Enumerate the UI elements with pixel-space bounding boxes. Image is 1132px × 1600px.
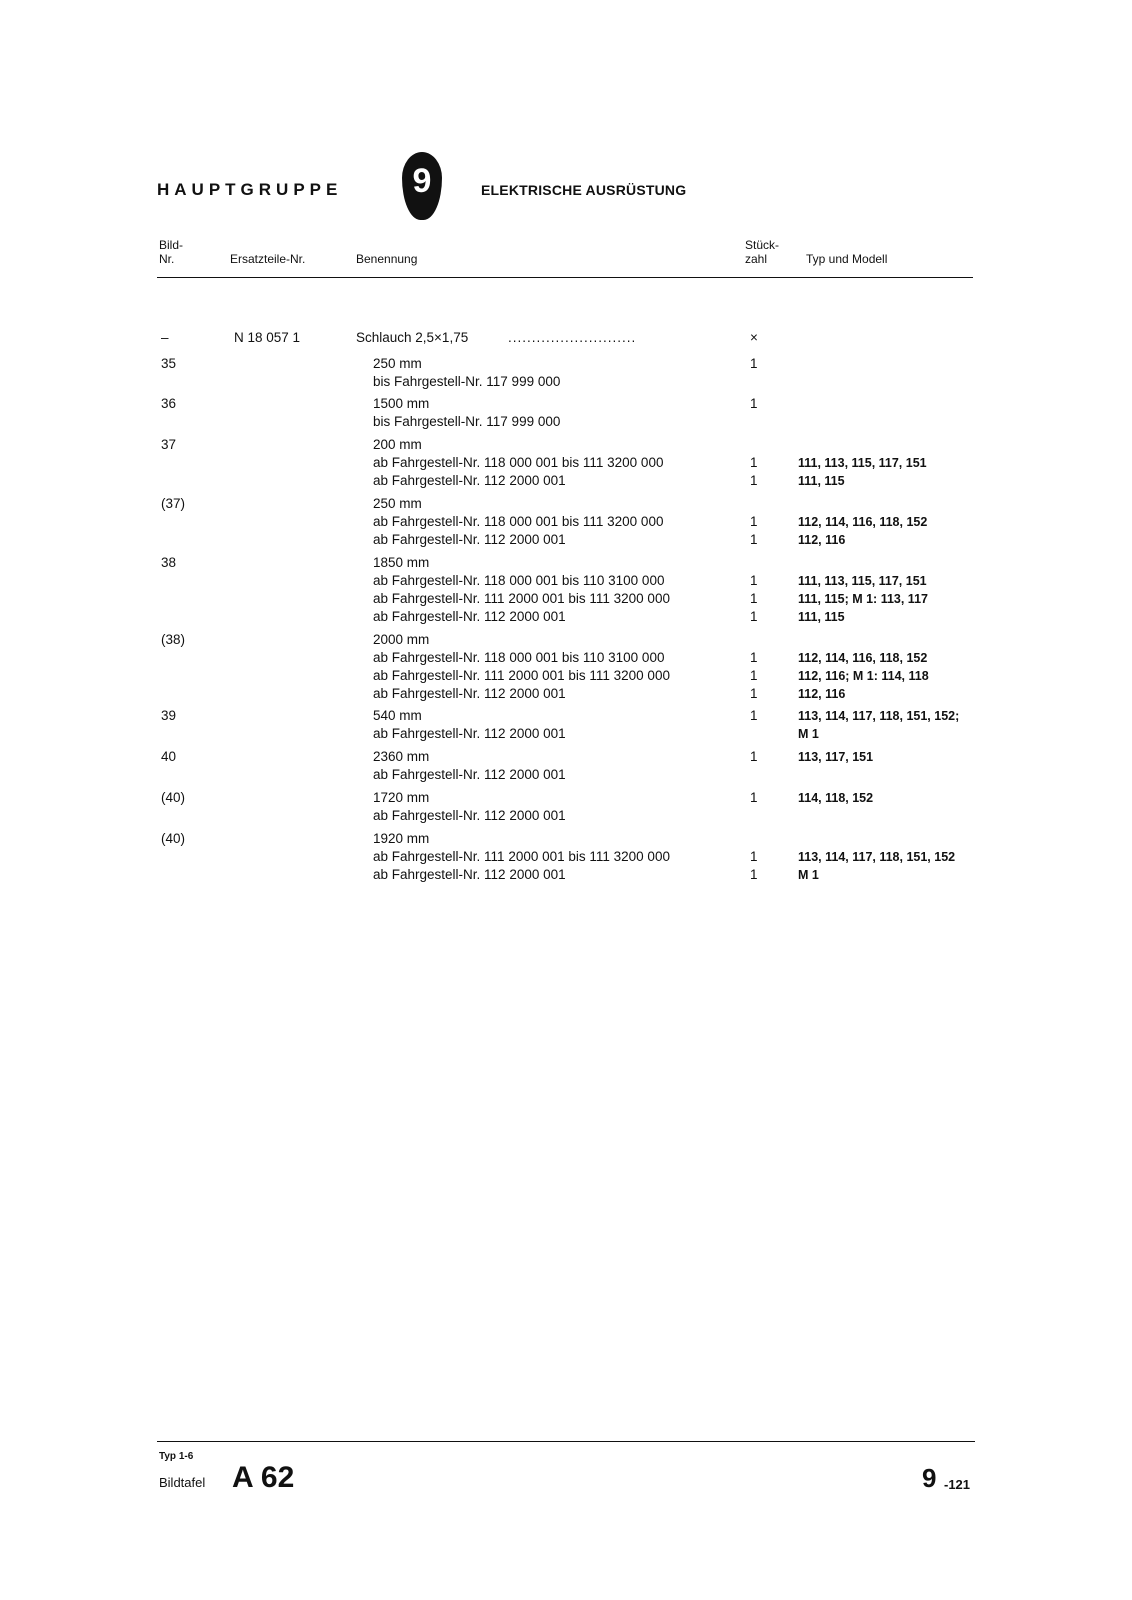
benennung: 250 mm [373,496,422,511]
typ-und-modell: 114, 118, 152 [798,791,874,805]
stueckzahl: 1 [750,532,758,547]
table-row [0,355,1132,373]
typ-und-modell: 112, 116 [798,533,846,547]
table-row [0,495,1132,513]
bild-nr: 37 [161,437,177,452]
stueckzahl: 1 [750,356,758,371]
typ-und-modell: 112, 114, 116, 118, 152 [798,515,928,529]
table-row [0,667,1132,685]
stueckzahl: 1 [750,790,758,805]
typ-und-modell: 113, 114, 117, 118, 151, 152; [798,709,960,723]
benennung: ab Fahrgestell-Nr. 118 000 001 bis 110 3100 000 [373,573,665,588]
typ-und-modell: 111, 115 [798,610,845,624]
benennung: ab Fahrgestell-Nr. 112 2000 001 [373,686,566,701]
benennung: 2000 mm [373,632,430,647]
stueckzahl: × [750,330,758,345]
stueckzahl: 1 [750,396,758,411]
stueckzahl: 1 [750,668,758,683]
benennung: ab Fahrgestell-Nr. 112 2000 001 [373,726,566,741]
col-header-bild-line1: Bild- [159,238,184,252]
col-header-bild [159,238,183,266]
stueckzahl: 1 [750,573,758,588]
col-header-qty-line1: Stück- [745,238,780,252]
page-number-main: 9 [922,1463,937,1493]
col-header-bild-line2: Nr. [159,252,175,266]
footer-rule [157,1441,975,1442]
table-row [0,830,1132,848]
benennung: ab Fahrgestell-Nr. 112 2000 001 [373,532,566,547]
stueckzahl: 1 [750,849,758,864]
table-row [0,454,1132,472]
group-number-badge [402,152,442,220]
benennung: 1720 mm [373,790,430,805]
table-row [0,472,1132,490]
table-row [0,848,1132,866]
table-row [0,608,1132,626]
group-title: ELEKTRISCHE AUSRÜSTUNG [481,182,687,198]
stueckzahl: 1 [750,650,758,665]
typ-und-modell: 111, 113, 115, 117, 151 [798,456,927,470]
col-header-qty [745,238,779,266]
table-row [0,554,1132,572]
benennung: bis Fahrgestell-Nr. 117 999 000 [373,374,561,389]
col-header-ersatz: Ersatzteile-Nr. [230,252,306,266]
typ-und-modell: 111, 115 [798,474,845,488]
col-header-name: Benennung [356,252,418,266]
bild-nr: 40 [161,749,177,764]
stueckzahl: 1 [750,867,758,882]
benennung: ab Fahrgestell-Nr. 112 2000 001 [373,808,566,823]
stueckzahl: 1 [750,591,758,606]
bild-nr: (40) [161,790,186,805]
bild-nr: (38) [161,632,186,647]
bildtafel-number: A 62 [232,1461,295,1494]
bild-nr: (40) [161,831,186,846]
bild-nr: (37) [161,496,186,511]
group-number: 9 [412,162,432,200]
col-header-typ: Typ und Modell [806,252,888,266]
table-row [0,413,1132,431]
group-heading: HAUPTGRUPPE [157,180,343,199]
stueckzahl: 1 [750,455,758,470]
stueckzahl: 1 [750,473,758,488]
benennung: 250 mm [373,356,422,371]
benennung: ab Fahrgestell-Nr. 111 2000 001 bis 111 3200 000 [373,849,670,864]
table-row [0,436,1132,454]
col-header-qty-line2: zahl [745,252,768,266]
typ-und-modell: 113, 117, 151 [798,750,874,764]
typ-und-modell: 112, 114, 116, 118, 152 [798,651,928,665]
benennung: 2360 mm [373,749,430,764]
benennung: ab Fahrgestell-Nr. 112 2000 001 [373,867,566,882]
bild-nr: 36 [161,396,177,411]
table-row [0,748,1132,766]
benennung: Schlauch 2,5×1,75 [356,330,469,345]
table-row [0,707,1132,725]
table-row [0,531,1132,549]
stueckzahl: 1 [750,514,758,529]
header-rule [157,277,973,278]
table-row [0,766,1132,784]
bildtafel-label: Bildtafel [159,1475,206,1490]
benennung: 200 mm [373,437,422,452]
benennung: bis Fahrgestell-Nr. 117 999 000 [373,414,561,429]
typ-und-modell: M 1 [798,868,819,882]
table-row [0,649,1132,667]
bild-nr: 39 [161,708,177,723]
typ-und-modell: 111, 113, 115, 117, 151 [798,574,927,588]
page-number-sub: -121 [944,1477,971,1492]
typ-und-modell: 112, 116; M 1: 114, 118 [798,669,929,683]
benennung: 540 mm [373,708,422,723]
benennung: 1920 mm [373,831,430,846]
benennung: ab Fahrgestell-Nr. 118 000 001 bis 110 3100 000 [373,650,665,665]
benennung: ab Fahrgestell-Nr. 118 000 001 bis 111 3200 000 [373,514,664,529]
ersatzteil-nr: N 18 057 1 [234,330,301,345]
benennung: 1850 mm [373,555,430,570]
typ-und-modell: 111, 115; M 1: 113, 117 [798,592,928,606]
stueckzahl: 1 [750,708,758,723]
table-row [0,395,1132,413]
table-row [0,725,1132,743]
bild-nr: 35 [161,356,177,371]
benennung: ab Fahrgestell-Nr. 111 2000 001 bis 111 3200 000 [373,591,670,606]
table-row [0,789,1132,807]
table-row [0,373,1132,391]
table-row [0,590,1132,608]
table-row [0,866,1132,884]
benennung: ab Fahrgestell-Nr. 111 2000 001 bis 111 3200 000 [373,668,670,683]
table-row [0,329,1132,347]
bild-nr: – [161,330,169,345]
table-row [0,572,1132,590]
benennung: ab Fahrgestell-Nr. 112 2000 001 [373,767,566,782]
typ-und-modell: 112, 116 [798,687,846,701]
benennung: ab Fahrgestell-Nr. 118 000 001 bis 111 3200 000 [373,455,664,470]
table-row [0,807,1132,825]
table-row [0,685,1132,703]
bild-nr: 38 [161,555,177,570]
typ-und-modell: 113, 114, 117, 118, 151, 152 [798,850,956,864]
stueckzahl: 1 [750,609,758,624]
table-row [0,631,1132,649]
benennung: ab Fahrgestell-Nr. 112 2000 001 [373,473,566,488]
stueckzahl: 1 [750,686,758,701]
footer-typ: Typ 1-6 [159,1451,194,1462]
benennung: 1500 mm [373,396,430,411]
stueckzahl: 1 [750,749,758,764]
leader-dots: ........................... [508,330,637,345]
benennung: ab Fahrgestell-Nr. 112 2000 001 [373,609,566,624]
typ-und-modell: M 1 [798,727,819,741]
table-row [0,513,1132,531]
